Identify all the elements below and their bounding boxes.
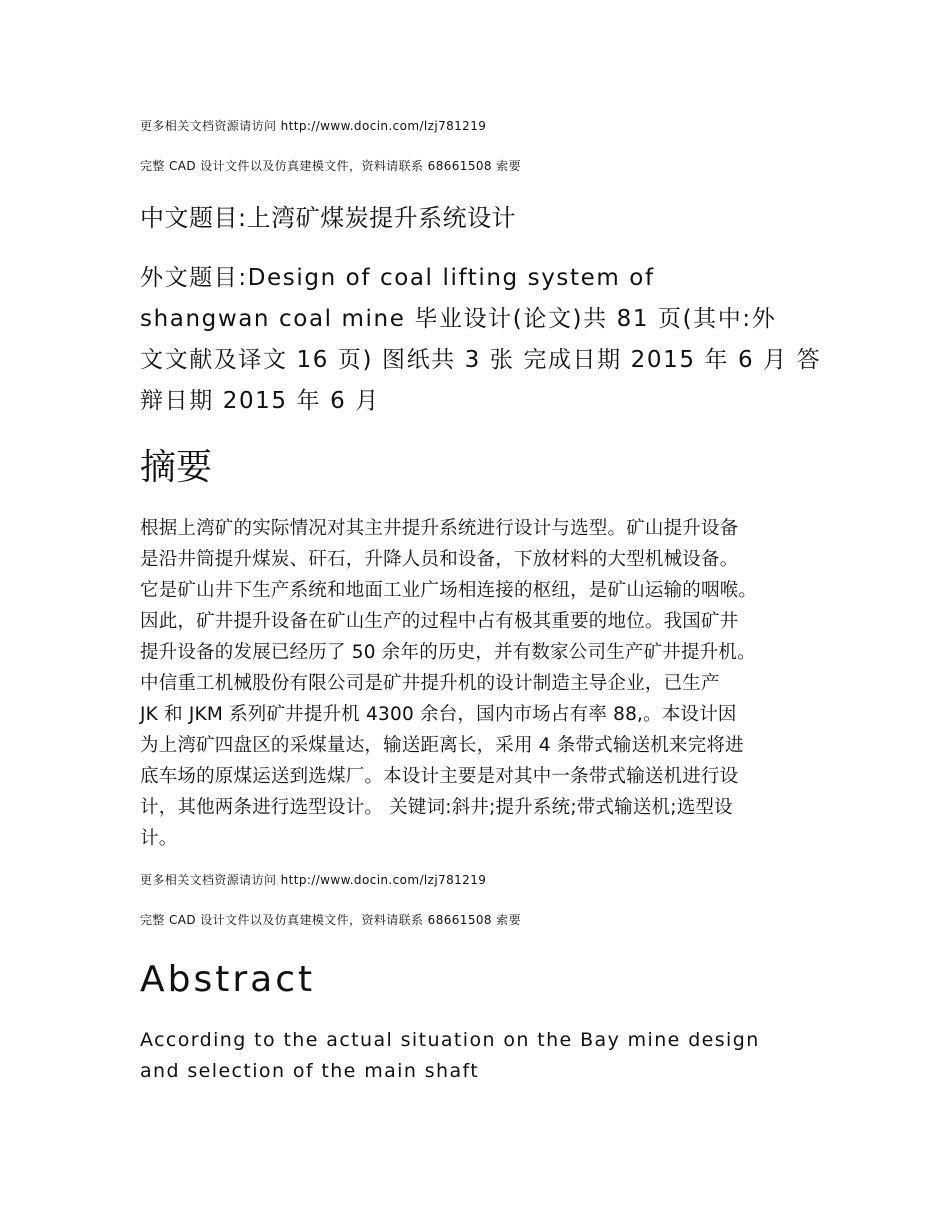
visit-more-note-footer: 更多相关文档资源请访问 http://www.docin.com/lzj781219 [140,873,487,887]
english-title-line: 文文献及译文 16 页) 图纸共 3 张 完成日期 2015 年 6 月 答 [140,347,822,373]
english-title-line: 外文题目:Design of coal lifting system of [140,265,655,291]
english-title-block [140,258,820,422]
abstract-zh-line: 底车场的原煤运送到选煤厂。本设计主要是对其中一条带式输送机进行设 [140,766,739,787]
english-title-line: 辩日期 2015 年 6 月 [140,388,380,414]
english-title-line: shangwan coal mine 毕业设计(论文)共 81 页(其中:外 [140,306,777,332]
abstract-zh-line: 计。 [140,828,178,849]
abstract-en-line: and selection of the main shaft [140,1060,480,1082]
abstract-en-heading: Abstract [140,959,316,1000]
abstract-zh-line: 因此，矿井提升设备在矿山生产的过程中占有极其重要的地位。我国矿井 [140,611,739,632]
contact-note: 完整 CAD 设计文件以及仿真建模文件，资料请联系 68661508 索要 [140,159,521,173]
abstract-zh-line: 根据上湾矿的实际情况对其主井提升系统进行设计与选型。矿山提升设备 [140,518,739,539]
abstract-zh-line: 为上湾矿四盘区的采煤量达，输送距离长，采用 4 条带式输送机来完将进 [140,735,744,756]
abstract-en-line: According to the actual situation on the Bay mine design [140,1029,760,1051]
abstract-zh-line: 中信重工机械股份有限公司是矿井提升机的设计制造主导企业，已生产 [140,673,720,694]
abstract-zh-line: JK 和 JKM 系列矿井提升机 4300 余台，国内市场占有率 88,。本设计因 [140,704,737,725]
contact-note-footer: 完整 CAD 设计文件以及仿真建模文件，资料请联系 68661508 索要 [140,913,521,927]
abstract-zh-line: 是沿井筒提升煤炭、矸石，升降人员和设备，下放材料的大型机械设备。 [140,549,739,570]
abstract-zh-heading: 摘要 [140,447,213,488]
abstract-zh-line: 提升设备的发展已经历了 50 余年的历史，并有数家公司生产矿井提升机。 [140,642,756,663]
abstract-zh-line: 计，其他两条进行选型设计。 关键词:斜井;提升系统;带式输送机;选型设 [140,797,733,818]
abstract-zh-line: 它是矿山井下生产系统和地面工业广场相连接的枢纽，是矿山运输的咽喉。 [140,580,758,601]
abstract-zh-body [140,513,830,854]
abstract-en-body [140,1025,830,1087]
chinese-title: 中文题目:上湾矿煤炭提升系统设计 [140,204,517,232]
visit-more-note: 更多相关文档资源请访问 http://www.docin.com/lzj781219 [140,119,487,133]
